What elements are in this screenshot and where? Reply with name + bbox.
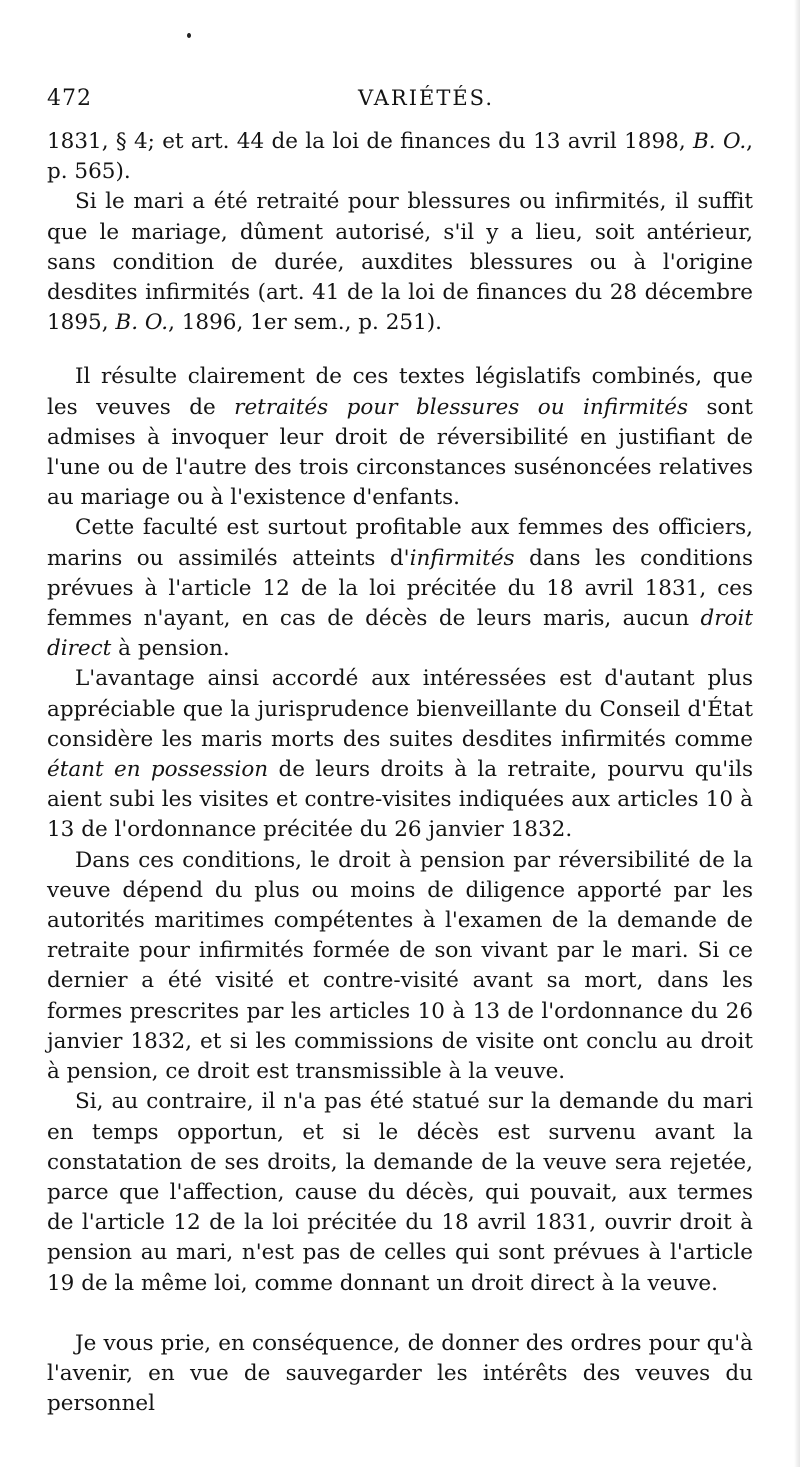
italic-text: retraités pour blessures ou infirmités [234,394,689,420]
ink-speck [187,33,191,38]
paragraph [47,127,753,187]
text-run: Si, au contraire, il n'a pas été statué sur la demande du mari en temps opportun, et si le décès est survenu avant la constatation de ses droits, la demande de la veuve sera rejetée, parce que l'affection, cause du décès, qui pouvait, aux termes de l'article 12 de la loi précitée du 18 avril 1831, ouvrir droit à pension au mari, n'est pas de celles qui sont prévues à l'article 19 de la même loi, comme donnant un droit direct à la veuve. [47,1089,753,1296]
text-run: Je vous prie, en conséquence, de donner des ordres pour qu'à l'avenir, en vue de sauvegarder les intérêts des veuves du personnel [47,1330,753,1417]
text-run: , p. 565). [47,129,753,185]
italic-text: B. O. [692,129,747,154]
text-run: 1831, § 4; et art. 44 de la loi de finances du 13 avril 1898, [47,129,693,154]
paragraph [47,362,753,513]
text-run: Si le mari a été retraité pour blessures ou infirmités, il suffit que le mariage, dûment autorisé, s'il y a lieu, soit antérieur, sans condition de durée, auxdites blessures ou à l'origine desdites infirmités (art. 41 de la loi de finances du 28 décembre 1895, [47,189,753,336]
text-run: de leurs droits à la retraite, pourvu qu'ils aient subi les visites et contre-visites indiquées aux articles 10 à 13 de l'ordonnance précitée du 26 janvier 1832. [47,757,753,843]
paragraph [47,1087,753,1298]
text-run: L'avantage ainsi accordé aux intéressées est d'autant plus appréciable que la jurisprudence bienveillante du Conseil d'État considère les maris morts des suites desdites infirmités comme [47,666,753,752]
page-number: 472 [47,86,92,111]
italic-text: B. O. [115,310,169,336]
text-run: sont admises à invoquer leur droit de réversibilité en justifiant de l'une ou de l'autre des trois circonstances susénoncées relatives au mariage ou à l'existence d'enfants. [47,394,753,511]
italic-text: infirmités [409,545,515,571]
text-run: à pension. [111,636,230,662]
italic-text: étant en possession [47,757,269,783]
text-run: dans les conditions prévues à l'article 12 de la loi précitée du 18 avril 1831, ces femmes n'ayant, en cas de décès de leurs maris, aucun [47,545,753,632]
paragraph [47,664,753,845]
text-run: Dans ces conditions, le droit à pension par réversibilité de la veuve dépend du plus ou moins de diligence apporté par les autorités maritimes compétentes à l'examen de la demande de retraite pour infirmités formée de son vivant par le mari. Si ce dernier a été visité et contre-visité avant sa mort, dans les formes prescrites par les articles 10 à 13 de l'ordonnance du 26 janvier 1832, et si les commissions de visite ont conclu au droit à pension, ce droit est transmissible à la veuve. [47,847,753,1085]
page-header [47,86,753,116]
text-run: Il résulte clairement de ces textes législatifs combinés, que les veuves de [47,364,753,420]
scan-edge-shadow [794,0,800,1467]
paragraph [47,1329,753,1420]
paragraph [47,187,753,338]
paragraph [47,513,753,664]
italic-text: droit direct [47,606,753,662]
paragraph [47,846,753,1088]
text-run: Cette faculté est surtout profitable aux femmes des officiers, marins ou assimilés atteints d' [47,515,753,571]
running-title: VARIÉTÉS. [358,86,494,110]
body-text [47,127,753,1419]
text-run: , 1896, 1er sem., p. 251). [168,310,442,336]
